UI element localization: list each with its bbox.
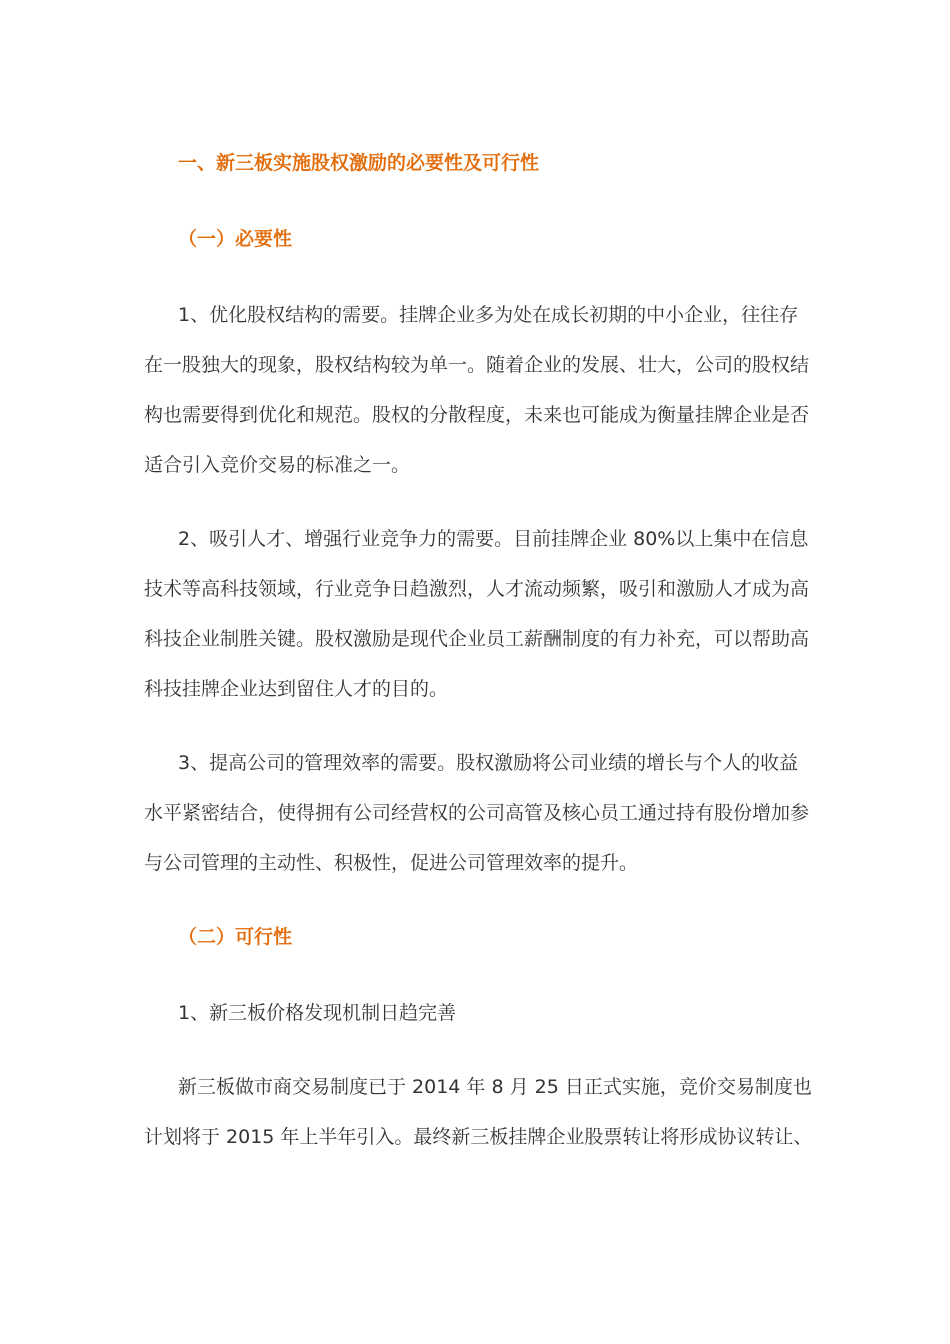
text-line: 水平紧密结合，使得拥有公司经营权的公司高管及核心员工通过持有股份增加参 <box>144 802 810 824</box>
main-heading: 一、新三板实施股权激励的必要性及可行性 <box>178 152 540 174</box>
text-line: 科技挂牌企业达到留住人才的目的。 <box>144 678 449 700</box>
text-line: 科技企业制胜关键。股权激励是现代企业员工薪酬制度的有力补充，可以帮助高 <box>144 628 810 650</box>
text-line: 计划将于 2015 年上半年引入。最终新三板挂牌企业股票转让将形成协议转让、 <box>144 1126 813 1148</box>
text-line: 1、优化股权结构的需要。挂牌企业多为处在成长初期的中小企业，往往存 <box>178 304 799 326</box>
text-line: 2、吸引人才、增强行业竞争力的需要。目前挂牌企业 80%以上集中在信息 <box>178 528 809 550</box>
text-line: 构也需要得到优化和规范。股权的分散程度，未来也可能成为衡量挂牌企业是否 <box>144 404 810 426</box>
section-feasibility-title: （二）可行性 <box>178 926 293 948</box>
feasibility-paragraph <box>144 1062 814 1162</box>
necessity-paragraph-3 <box>144 738 814 888</box>
text-line: 3、提高公司的管理效率的需要。股权激励将公司业绩的增长与个人的收益 <box>178 752 799 774</box>
text-line: 1、新三板价格发现机制日趋完善 <box>178 1002 457 1024</box>
text-line: 适合引入竞价交易的标准之一。 <box>144 454 411 476</box>
text-line: 在一股独大的现象，股权结构较为单一。随着企业的发展、壮大，公司的股权结 <box>144 354 810 376</box>
feasibility-item-1 <box>144 988 814 1038</box>
section-necessity-title: （一）必要性 <box>178 228 293 250</box>
necessity-paragraph-2 <box>144 514 814 714</box>
necessity-paragraph-1 <box>144 290 814 490</box>
text-line: 新三板做市商交易制度已于 2014 年 8 月 25 日正式实施，竞价交易制度也 <box>178 1076 812 1098</box>
text-line: 与公司管理的主动性、积极性，促进公司管理效率的提升。 <box>144 852 639 874</box>
text-line: 技术等高科技领域，行业竞争日趋激烈，人才流动频繁，吸引和激励人才成为高 <box>144 578 810 600</box>
